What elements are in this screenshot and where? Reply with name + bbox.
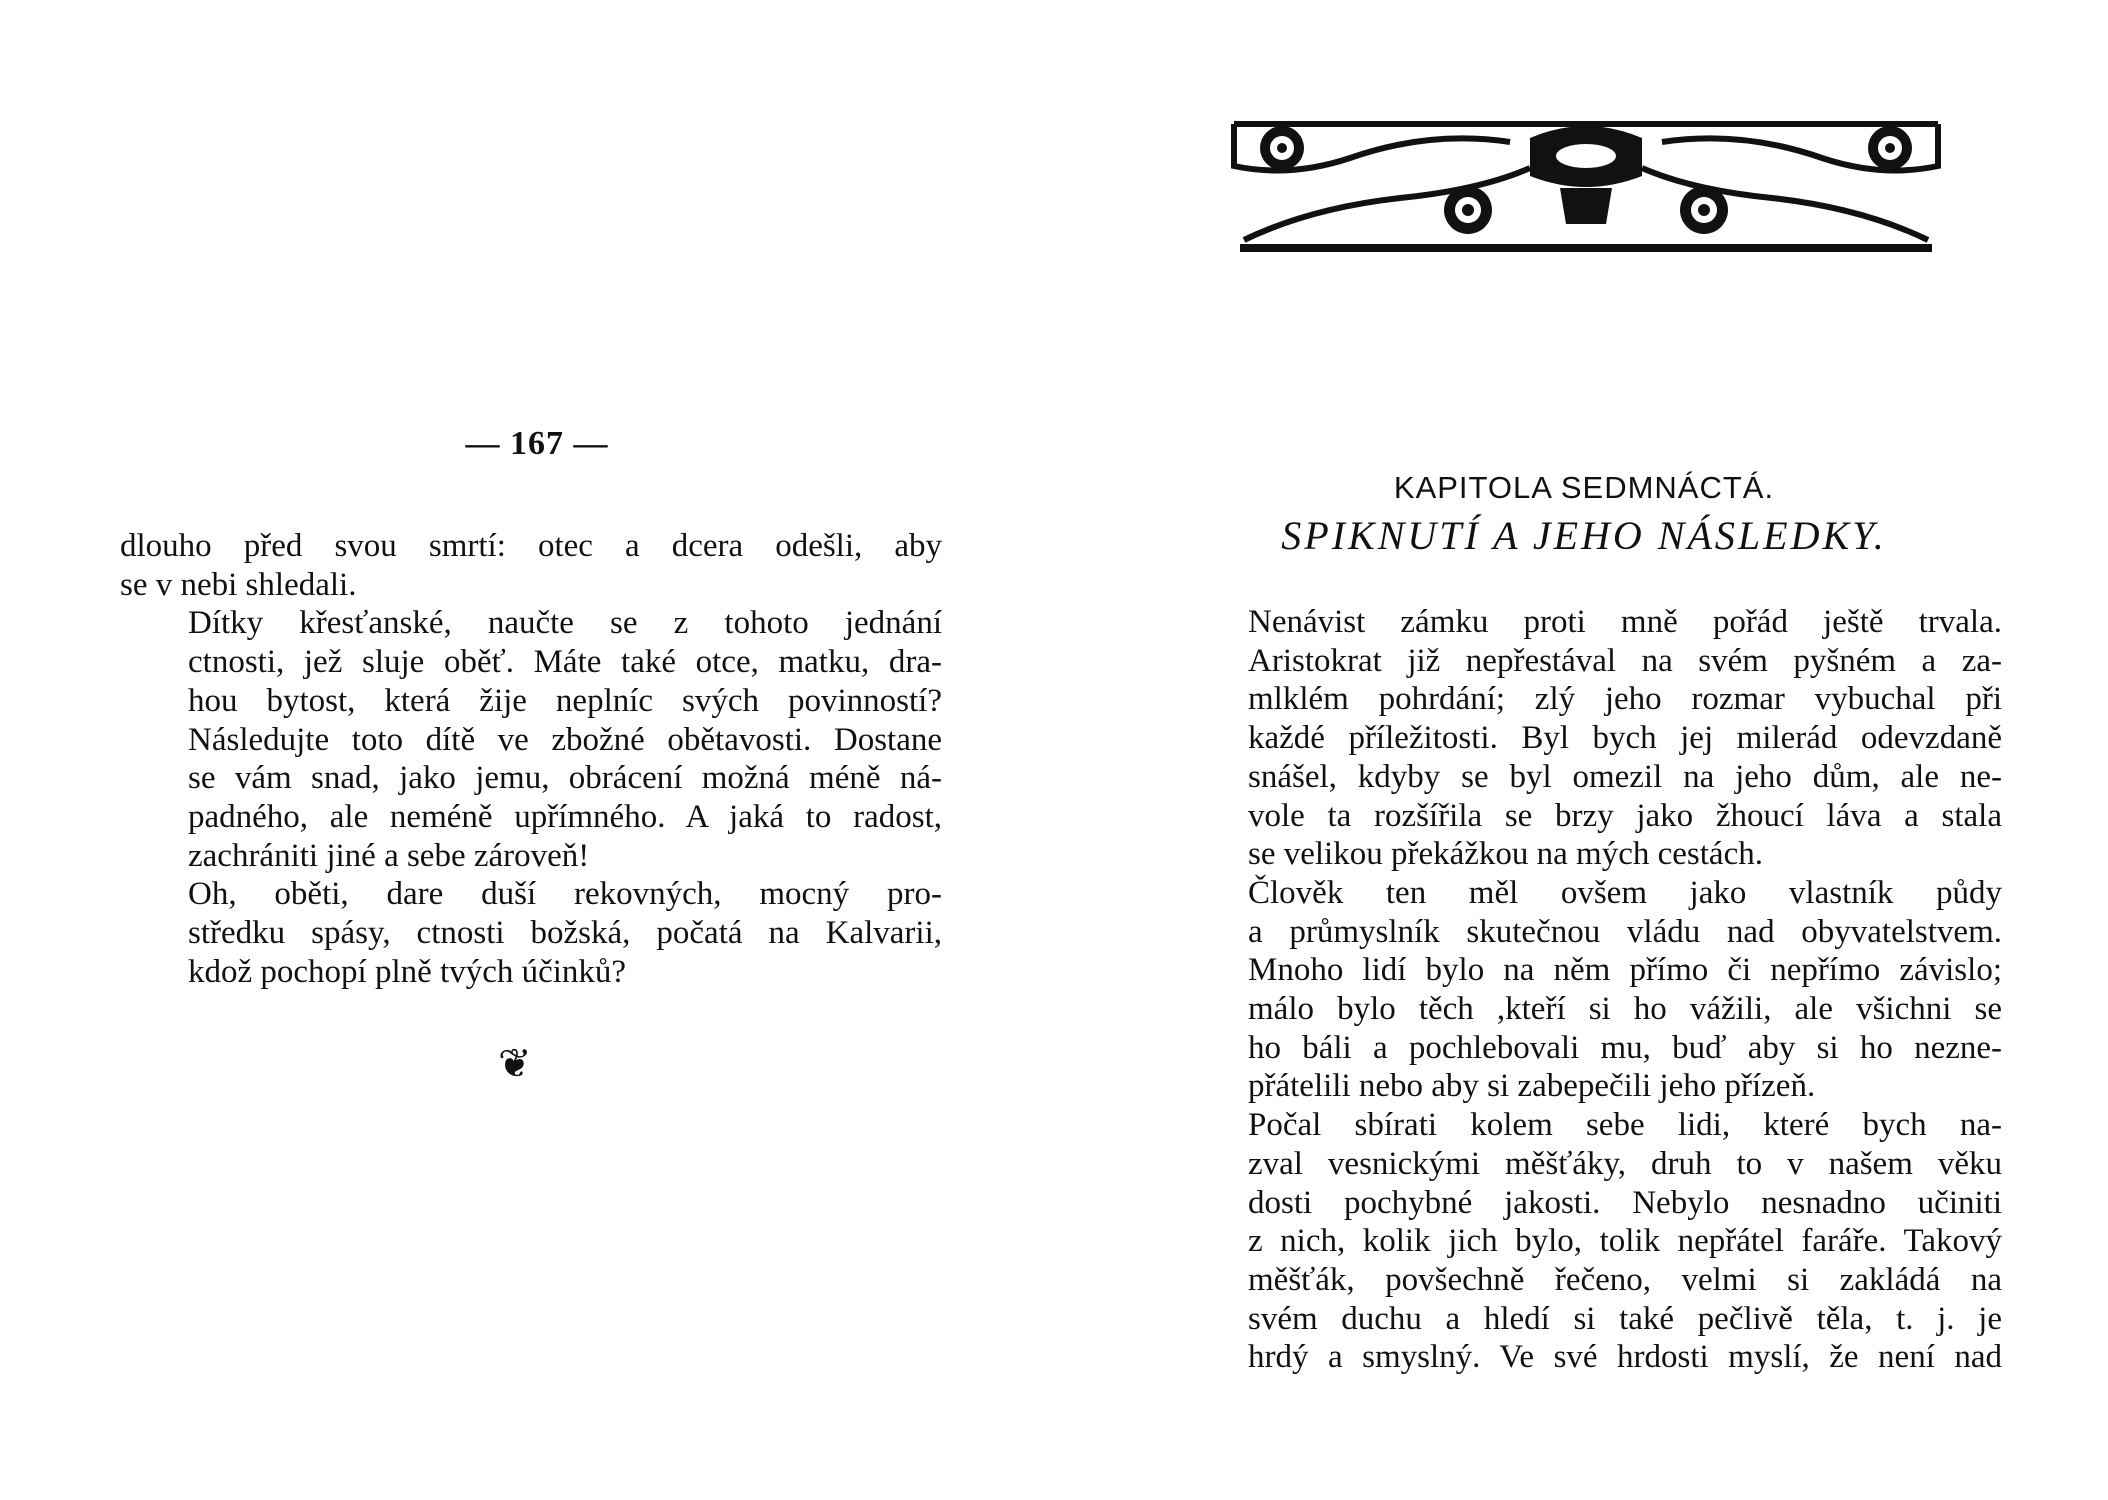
chapter-label: KAPITOLA SEDMNÁCTÁ. (1393, 470, 1775, 505)
text-line: zachrániti jiné a sebe zároveň! (188, 837, 590, 874)
paragraph (120, 604, 942, 875)
art-nouveau-headpiece-ornament (1230, 118, 1942, 252)
left-text-block (120, 527, 942, 991)
text-line: Počal sbírati kolem sebe lidi, které bych na- (1248, 1107, 2002, 1144)
text-line: dosti pochybné jakosti. Nebylo nesnadno učiniti (1248, 1184, 2002, 1221)
paragraph (120, 527, 942, 604)
page-number: — 167 — (465, 425, 609, 462)
text-line: se vám snad, jako jemu, obrácení možná méně ná- (188, 760, 942, 797)
text-line: se v nebi shledali. (120, 566, 357, 603)
paragraph (1180, 1106, 2002, 1377)
text-line: padného, ale neméně upřímného. A jaká to radost, (188, 798, 942, 835)
text-line: z nich, kolik jich bylo, tolik nepřátel faráře. Takový (1248, 1223, 2002, 1260)
text-line: měšťák, povšechně řečeno, velmi si zakládá na (1248, 1261, 2002, 1298)
text-line: Člověk ten měl ovšem jako vlastník půdy (1248, 874, 2002, 911)
fleuron-ornament: ❦ (498, 1041, 532, 1086)
paragraph (1180, 603, 2002, 874)
paragraph (1180, 874, 2002, 1106)
text-line: Oh, oběti, dare duší rekovných, mocný pro- (188, 876, 942, 913)
chapter-title: SPIKNUTÍ A JEHO NÁSLEDKY. (1281, 513, 1887, 558)
paragraph (120, 875, 942, 991)
text-line: dlouho před svou smrtí: otec a dcera odešli, aby (120, 528, 942, 564)
text-line: ctnosti, jež sluje oběť. Máte také otce, matku, dra- (188, 644, 942, 681)
text-line: svém duchu a hledí si také pečlivě těla, t. j. je (1248, 1300, 2002, 1337)
text-line: vole ta rozšířila se brzy jako žhoucí láva a stala (1248, 797, 2002, 834)
text-line: mlklém pohrdání; zlý jeho rozmar vybuchal při (1248, 681, 2002, 718)
text-line: hou bytost, která žije neplníc svých povinností? (188, 682, 942, 719)
text-line: se velikou překážkou na mých cestách. (1248, 836, 1763, 873)
text-line: málo bylo těch ,kteří si ho vážili, ale všichni se (1248, 991, 2002, 1028)
text-line: Následujte toto dítě ve zbožné obětavosti. Dostane (188, 721, 942, 758)
text-line: zval vesnickými měšťáky, druh to v našem věku (1248, 1145, 2002, 1182)
text-line: snášel, kdyby se byl omezil na jeho dům, ale ne- (1248, 758, 2002, 795)
text-line: Nenávist zámku proti mně pořád ještě trvala. (1248, 604, 2002, 640)
text-line: Aristokrat již nepřestával na svém pyšném a za- (1248, 642, 2002, 679)
text-line: ho báli a pochlebovali mu, buď aby si ho nezne- (1248, 1029, 2002, 1066)
right-page (1054, 0, 2108, 1500)
right-text-block (1180, 603, 2002, 1377)
text-line: každé příležitosti. Byl bych jej milerád odevzdaně (1248, 720, 2002, 757)
text-line: Mnoho lidí bylo na něm přímo či nepřímo závislo; (1248, 952, 2002, 989)
text-line: a průmyslník skutečnou vládu nad obyvatelstvem. (1248, 913, 2002, 950)
text-line: středku spásy, ctnosti božská, počatá na Kalvarii, (188, 915, 942, 952)
text-line: kdož pochopí plně tvých účinků? (188, 953, 627, 990)
text-line: Dítky křesťanské, naučte se z tohoto jednání (188, 605, 942, 642)
text-line: hrdý a smyslný. Ve své hrdosti myslí, že není nad (1248, 1339, 2002, 1376)
text-line: přátelili nebo aby si zabepečili jeho přízeň. (1248, 1068, 1816, 1105)
